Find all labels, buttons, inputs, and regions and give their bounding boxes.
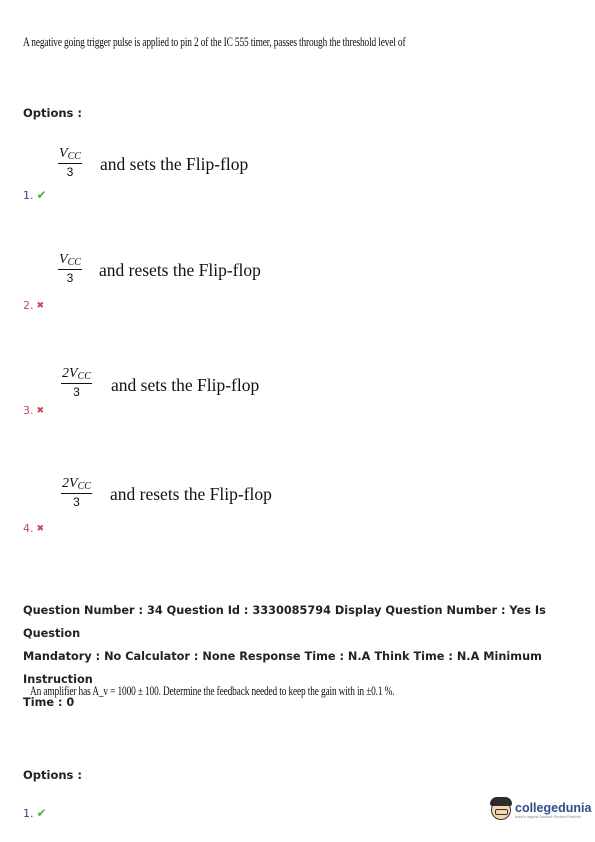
option-3-denominator: 3 [73,385,80,399]
metadata-line-1: Question Number : 34 Question Id : 3330085794 Display Question Number : Yes Is Question [23,604,546,640]
option-4-text: and resets the Flip-flop [110,484,272,504]
option-1-fraction [58,146,82,179]
option-4-number: 4. ✖ [23,522,45,535]
option-1-numerator: $V_{CC}$ [59,146,81,162]
option-2-denominator: 3 [66,271,74,285]
option-3-fraction [61,366,92,399]
option-2-number: 2. ✖ [23,299,45,312]
cross-icon: ✖ [36,300,45,311]
metadata-line-2: Mandatory : No Calculator : None Response Time : N.A Think Time : N.A Minimum Instruction [23,650,542,686]
question-2-text: An amplifier has A_v = 1000 ± 100. Determine the feedback needed to keep the gain with in ±0.1 %. [30,683,395,698]
option-1-number: 1. ✔ [23,188,47,202]
options-label-2: Options : [23,768,82,782]
logo-tagline: India's largest Student Review Platform [515,815,582,819]
option-1-denominator: 3 [66,165,74,179]
option-2-fraction [58,252,82,285]
check-icon: ✔ [36,806,47,820]
cross-icon: ✖ [36,523,45,534]
option-3-numerator: $2V_{CC}$ [62,366,91,382]
option-2-text: and resets the Flip-flop [99,260,261,280]
option-2-1-number: 1. ✔ [23,806,47,820]
mascot-icon [491,800,511,820]
logo-name: collegedunia [515,801,592,815]
option-1-text: and sets the Flip-flop [100,154,249,174]
option-4-numerator: $2V_{CC}$ [62,476,91,492]
option-2-numerator: $V_{CC}$ [59,252,81,268]
options-label: Options : [23,106,82,120]
cross-icon: ✖ [36,405,45,416]
option-3-number: 3. ✖ [23,404,45,417]
option-3-text: and sets the Flip-flop [111,375,260,395]
metadata-line-3: Time : 0 [23,696,75,709]
option-4-denominator: 3 [73,495,80,509]
collegedunia-logo [491,800,591,820]
check-icon: ✔ [36,188,47,202]
option-4-fraction [61,476,92,509]
question-1-text: A negative going trigger pulse is applied to pin 2 of the IC 555 timer, passes through the threshold level of [23,34,406,49]
